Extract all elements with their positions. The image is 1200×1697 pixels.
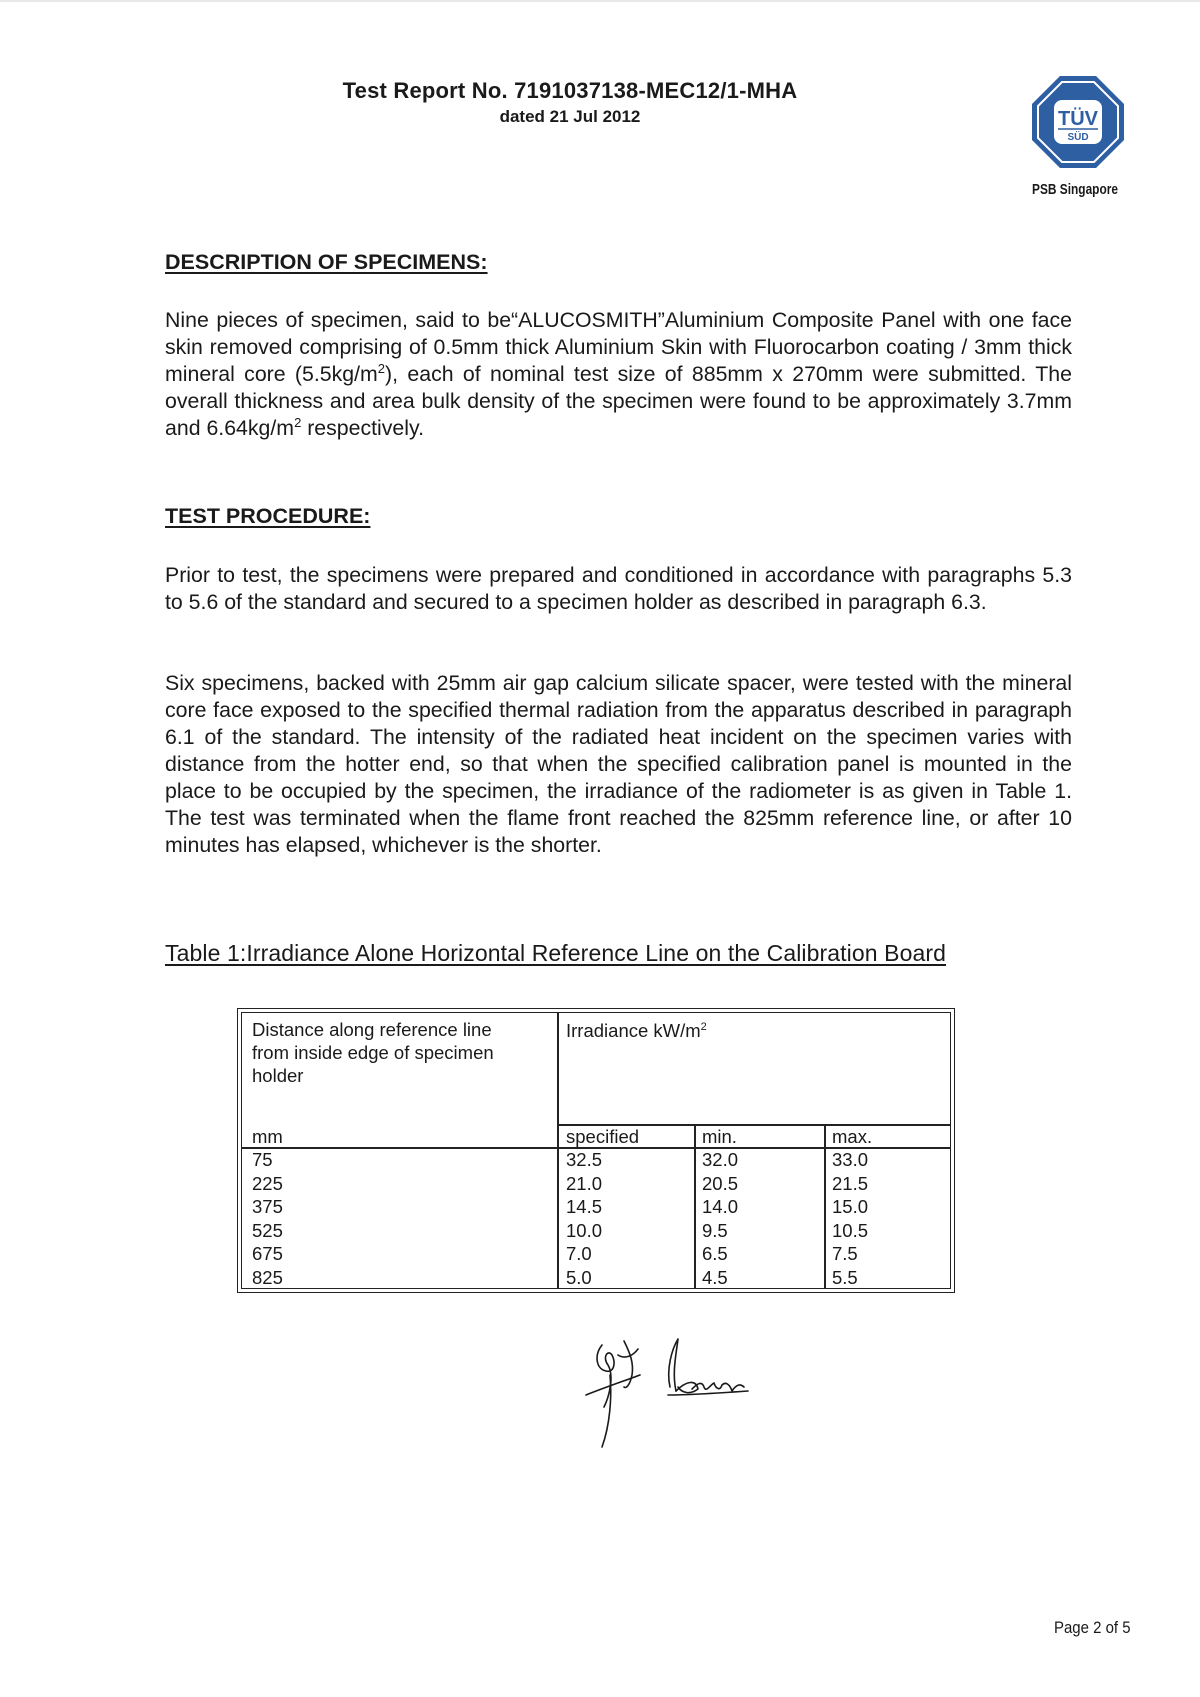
procedure-heading: TEST PROCEDURE: [165, 504, 371, 528]
procedure-paragraph-1: Prior to test, the specimens were prepared and conditioned in accordance with paragraphs 5.3 to 5.6 of the standard and secured to a specimen holder as described in paragraph 6.3. [165, 563, 1072, 614]
cell-max: 21.5 [832, 1172, 869, 1194]
superscript: 2 [294, 414, 302, 430]
description-text-a: Nine pieces of specimen, said to be“ALUCOSMITH”Aluminium Composite Panel with one face skin removed comprising of 0.5mm thick Aluminium Skin with Fluorocarbon coating / 3mm thick mineral core (5.5kg/m [165, 308, 1072, 386]
header-min: min. [702, 1126, 737, 1147]
column-mm [252, 1148, 283, 1290]
header-irradiance [566, 1016, 707, 1042]
report-header [250, 78, 890, 127]
table-caption: Table 1:Irradiance Alone Horizontal Reference Line on the Calibration Board [165, 940, 947, 966]
cell-min: 9.5 [702, 1219, 728, 1241]
table-grid [241, 1012, 951, 1289]
cell-min: 14.0 [702, 1196, 739, 1218]
header-irradiance-text: Irradiance kW/m [566, 1020, 701, 1042]
cell-mm: 75 [252, 1149, 273, 1170]
cell-min: 4.5 [702, 1266, 728, 1288]
description-text-b: ), each of nominal test size of 885mm x 270mm were submitted. The overall thickness and area bulk density of the specimen were found to be approximately 3.7mm and 6.64kg/m [165, 362, 1072, 440]
cell-specified: 14.5 [566, 1196, 603, 1218]
cell-max: 7.5 [832, 1243, 858, 1265]
cell-specified: 21.0 [566, 1172, 603, 1194]
report-date: dated 21 Jul 2012 [499, 107, 641, 126]
description-heading: DESCRIPTION OF SPECIMENS: [165, 250, 488, 274]
cell-specified: 32.5 [566, 1149, 603, 1170]
cell-min: 32.0 [702, 1149, 739, 1170]
cell-max: 5.5 [832, 1266, 858, 1288]
column-specified [566, 1148, 602, 1290]
page-edge [0, 0, 1200, 2]
cell-mm: 675 [252, 1243, 283, 1265]
cell-specified: 7.0 [566, 1243, 592, 1265]
table-divider [824, 1124, 826, 1288]
logo-text-top: TÜV [1058, 108, 1098, 130]
cell-max: 33.0 [832, 1149, 869, 1170]
column-min [702, 1148, 738, 1290]
description-paragraph [165, 307, 1072, 442]
superscript: 2 [700, 1021, 707, 1033]
signature-icon [580, 1335, 780, 1455]
header-specified: specified [566, 1126, 640, 1147]
description-text-c: respectively. [301, 416, 424, 440]
page-number: Page 2 of 5 [1054, 1618, 1131, 1637]
header-unit-mm: mm [252, 1126, 283, 1147]
cell-mm: 225 [252, 1172, 283, 1194]
cell-max: 10.5 [832, 1219, 869, 1241]
cell-specified: 5.0 [566, 1266, 592, 1288]
table-divider [694, 1124, 696, 1288]
cell-mm: 375 [252, 1196, 283, 1218]
cell-specified: 10.0 [566, 1219, 603, 1241]
table-divider [557, 1013, 559, 1288]
cell-min: 20.5 [702, 1172, 739, 1194]
logo-text-bottom: SÜD [1067, 132, 1089, 143]
procedure-paragraph-2: Six specimens, backed with 25mm air gap calcium silicate spacer, were tested with the mineral core face exposed to the specified thermal radiation from the apparatus described in paragraph 6.1 of the standard. The intensity of the radiated heat incident on the specimen varies with distance from the hotter end, so that when the specified calibration panel is mounted in the place to be occupied by the specimen, the irradiance of the radiometer is as given in Table 1. The test was terminated when the flame front reached the 825mm reference line, or after 10 minutes has elapsed, whichever is the shorter. [165, 671, 1072, 857]
logo-caption: PSB Singapore [1032, 182, 1118, 198]
superscript: 2 [377, 360, 386, 376]
tuv-sud-logo-icon [1030, 74, 1126, 170]
report-number: Test Report No. 7191037138-MEC12/1-MHA [342, 78, 798, 103]
cell-min: 6.5 [702, 1243, 728, 1265]
header-distance: Distance along reference line from inside edge of specimen holder [252, 1019, 494, 1086]
irradiance-table [237, 1008, 955, 1293]
cell-mm: 825 [252, 1266, 283, 1288]
cell-mm: 525 [252, 1219, 283, 1241]
cell-max: 15.0 [832, 1196, 869, 1218]
header-max: max. [832, 1126, 873, 1147]
column-max [832, 1148, 868, 1290]
